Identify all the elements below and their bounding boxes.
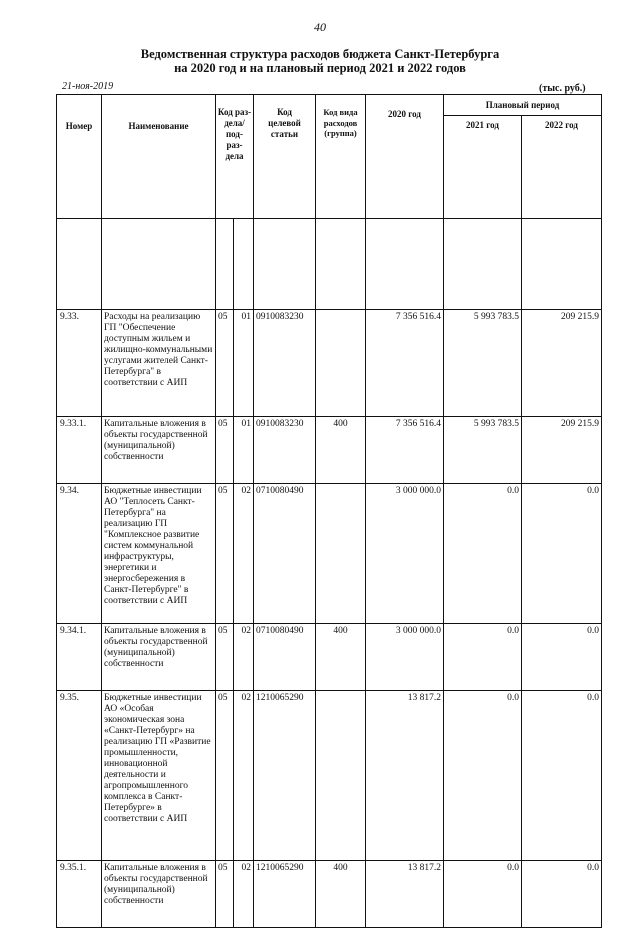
row-section: 05 <box>216 310 234 417</box>
row-expense-type: 400 <box>316 624 366 691</box>
table-row <box>57 484 602 624</box>
row-name: Бюджетные инвестиции АО "Теплосеть Санкт-Петербурга" на реализацию ГП "Комплексное развитие систем коммунальной инфраструктуры, энергетики и энергосбережения в Санкт-Петербурге" в соответствии с АИП <box>102 484 216 624</box>
table-row <box>57 691 602 861</box>
row-target-code: 1210065290 <box>254 861 316 928</box>
row-number: 9.35.1. <box>57 861 102 928</box>
row-target-code: 0910083230 <box>254 310 316 417</box>
row-value-2021: 5 993 783.5 <box>444 417 522 484</box>
table-row <box>57 861 602 928</box>
row-target-code: 0710080490 <box>254 624 316 691</box>
row-subsection: 01 <box>234 310 254 417</box>
row-value-2022: 0.0 <box>522 861 602 928</box>
row-section: 05 <box>216 624 234 691</box>
header-year-2022: 2022 год <box>522 116 602 219</box>
row-value-2020: 7 356 516.4 <box>366 310 444 417</box>
units-label: (тыс. руб.) <box>539 83 586 94</box>
header-name: Наименование <box>102 95 216 219</box>
table-row <box>57 417 602 484</box>
row-value-2022: 0.0 <box>522 624 602 691</box>
row-value-2021: 0.0 <box>444 861 522 928</box>
row-value-2020: 13 817.2 <box>366 861 444 928</box>
row-section: 05 <box>216 417 234 484</box>
row-value-2020: 3 000 000.0 <box>366 624 444 691</box>
row-name: Расходы на реализацию ГП "Обеспечение доступным жильем и жилищно-коммунальными услугами жителей Санкт-Петербурга" в соответствии с АИП <box>102 310 216 417</box>
title-line-2: на 2020 год и на плановый период 2021 и 2022 годов <box>174 61 466 75</box>
row-value-2021: 0.0 <box>444 691 522 861</box>
row-subsection: 02 <box>234 624 254 691</box>
row-value-2021: 0.0 <box>444 484 522 624</box>
header-year-2021: 2021 год <box>444 116 522 219</box>
header-year-2020: 2020 год <box>366 95 444 219</box>
row-value-2022: 209 215.9 <box>522 417 602 484</box>
row-expense-type <box>316 310 366 417</box>
document-title <box>0 47 640 75</box>
row-name: Капитальные вложения в объекты государственной (муниципальной) собственности <box>102 624 216 691</box>
expenditure-table <box>56 94 602 928</box>
header-planned-period: Плановый период <box>444 95 602 116</box>
document-date: 21-ноя-2019 <box>62 81 114 92</box>
row-number: 9.34.1. <box>57 624 102 691</box>
row-target-code: 0910083230 <box>254 417 316 484</box>
row-section: 05 <box>216 691 234 861</box>
row-expense-type: 400 <box>316 417 366 484</box>
row-name: Бюджетные инвестиции АО «Особая экономическая зона «Санкт-Петербург» на реализацию ГП «Развитие промышленности, инновационной деятельности и агропромышленного комплекса в Санкт-Петербурге» в соответствии с АИП <box>102 691 216 861</box>
header-spacer-row <box>57 219 602 310</box>
table-row <box>57 624 602 691</box>
row-subsection: 02 <box>234 691 254 861</box>
row-number: 9.34. <box>57 484 102 624</box>
row-target-code: 0710080490 <box>254 484 316 624</box>
row-number: 9.33. <box>57 310 102 417</box>
row-value-2022: 0.0 <box>522 691 602 861</box>
row-value-2020: 3 000 000.0 <box>366 484 444 624</box>
row-value-2021: 5 993 783.5 <box>444 310 522 417</box>
row-subsection: 02 <box>234 861 254 928</box>
table-row <box>57 310 602 417</box>
row-section: 05 <box>216 861 234 928</box>
row-section: 05 <box>216 484 234 624</box>
row-value-2021: 0.0 <box>444 624 522 691</box>
row-name: Капитальные вложения в объекты государственной (муниципальной) собственности <box>102 417 216 484</box>
page-number: 40 <box>314 20 326 34</box>
row-expense-type: 400 <box>316 861 366 928</box>
row-target-code: 1210065290 <box>254 691 316 861</box>
row-name: Капитальные вложения в объекты государственной (муниципальной) собственности <box>102 861 216 928</box>
header-number: Номер <box>57 95 102 219</box>
row-value-2022: 209 215.9 <box>522 310 602 417</box>
row-value-2022: 0.0 <box>522 484 602 624</box>
row-value-2020: 13 817.2 <box>366 691 444 861</box>
row-expense-type <box>316 484 366 624</box>
header-target-code: Код целевой статьи <box>254 95 316 219</box>
row-expense-type <box>316 691 366 861</box>
header-section-code: Код раз- дела/ под- раз- дела <box>216 95 254 219</box>
row-subsection: 02 <box>234 484 254 624</box>
row-subsection: 01 <box>234 417 254 484</box>
row-value-2020: 7 356 516.4 <box>366 417 444 484</box>
header-expense-type: Код вида расходов (группа) <box>316 95 366 219</box>
title-line-1: Ведомственная структура расходов бюджета Санкт-Петербурга <box>140 47 500 61</box>
row-number: 9.33.1. <box>57 417 102 484</box>
row-number: 9.35. <box>57 691 102 861</box>
